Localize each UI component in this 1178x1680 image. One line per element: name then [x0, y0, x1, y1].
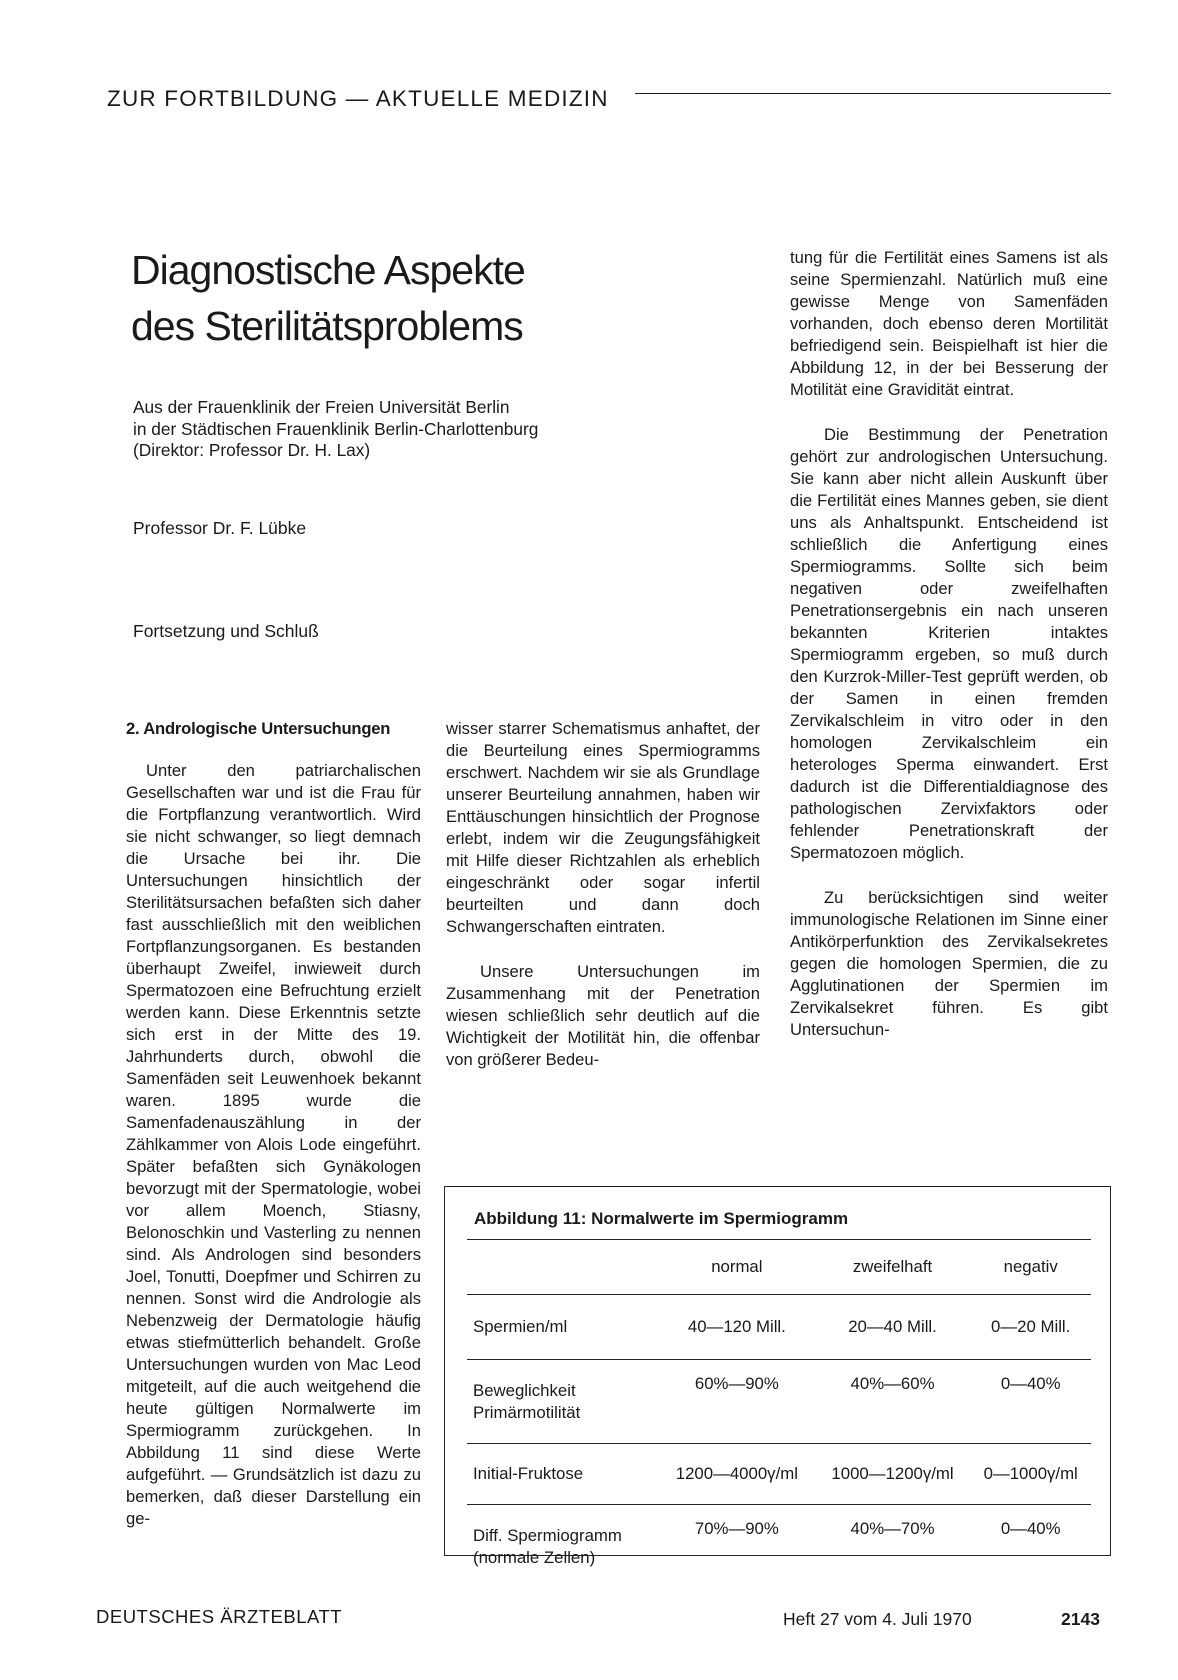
column-header-zweifelhaft: zweifelhaft [852, 1257, 933, 1276]
cell-negativ: 0—40% [1000, 1519, 1061, 1538]
cell-negativ: 0—20 Mill. [991, 1317, 1071, 1336]
author: Professor Dr. F. Lübke [133, 518, 307, 538]
row-label: Spermien/ml [473, 1317, 568, 1336]
issue-info: Heft 27 vom 4. Juli 1970 [783, 1609, 972, 1629]
journal-name: DEUTSCHES ÄRZTEBLATT [96, 1606, 343, 1627]
article-title [131, 242, 525, 354]
continuation-note: Fortsetzung und Schluß [133, 621, 319, 641]
cell-negativ: 0—1000γ/ml [983, 1464, 1078, 1483]
cell-zweifelhaft: 40%—60% [850, 1374, 935, 1393]
col1-paragraph-1: Unter den patriarchalischen Gesellschaften war und ist die Frau für die Fortpflanzung verantwortlich. Wird sie nicht schwanger, so liegt demnach die Ursache bei ihr. Die Untersuchungen hinsichtlich der Sterilitätsursachen befaßten sich daher fast ausschließlich mit den weiblichen Fortpflanzungsorganen. Es bestanden überhaupt Zweifel, inwieweit durch Spermatozoen eine Befruchtung erzielt werden kann. Diese Erkenntnis setzte sich erst in der Mitte des 19. Jahrhunderts durch, obwohl die Samenfäden seit Leuwenhoek bekannt waren. 1895 wurde die Samenfadenauszählung in der Zählkammer von Alois Lode eingeführt. Später befaßten sich Gynäkologen bevorzugt mit der Spermatologie, wobei vor allem Moench, Stiasny, Belonoschkin und Vasterling zu nennen sind. Als Andrologen sind besonders Joel, Tonutti, Doepfmer und Schirren zu nennen. Sonst wird die Andrologie als Nebenzweig der Dermatologie häufig etwas stiefmütterlich behandelt. Große Untersuchungen wurden von Mac Leod mitgeteilt, auf die auch weitgehend die heute gültigen Normalwerte im Spermiogramm zurückgehen. In Abbildung 11 sind diese Werte aufgeführt. — Grundsätzlich ist dazu zu bemerken, daß dieser Darstellung ein ge- [126, 761, 421, 1528]
figure-box [444, 1186, 1111, 1567]
cell-normal: 40—120 Mill. [687, 1317, 786, 1336]
col3-paragraph-3: Zu berücksichtigen sind weiter immunologische Relationen im Sinne einer Antikörperfunktion des Zervikalsekretes gegen die homologen Spermien, die zu Agglutinationen der Spermien im Zervikalsekret führen. Es gibt Untersuchun- [790, 888, 1108, 1039]
row-label: Beweglichkeit Primärmotilität [473, 1380, 581, 1422]
page-number: 2143 [1061, 1609, 1100, 1629]
cell-normal: 60%—90% [694, 1374, 779, 1393]
affiliation-line-1: Aus der Frauenklinik der Freien Universität Berlin [133, 397, 510, 417]
row-label: Initial-Fruktose [473, 1464, 584, 1483]
section-heading: 2. Andrologische Untersuchungen [126, 719, 391, 738]
affiliation-line-3: (Direktor: Professor Dr. H. Lax) [133, 440, 371, 460]
cell-zweifelhaft: 20—40 Mill. [848, 1317, 937, 1336]
column-3 [790, 247, 1108, 1041]
normal-values-table [467, 1239, 1091, 1588]
col3-paragraph-2: Die Bestimmung der Penetration gehört zur andrologischen Untersuchung. Sie kann aber nicht allein Auskunft über die Fertilität eines Mannes geben, sie dient uns als Anhaltspunkt. Entscheidend ist schließlich die Anfertigung eines Spermiogramms. Sollte sich beim negativen oder zweifelhaften Penetrationsergebnis ein nach unseren bekannten Kriterien intaktes Spermiogramm ergeben, so muß durch den Kurzrok-Miller-Test geprüft werden, ob der Samen in einen fremden Zervikalschleim in vitro oder in den homologen Zervikalschleim ein heterologes Sperma einwandert. Erst dadurch ist die Differentialdiagnose des pathologischen Zervixfaktors oder fehlender Penetrationskraft der Spermatozoen möglich. [790, 425, 1108, 862]
column-header-negativ: negativ [1003, 1257, 1058, 1276]
row-label: Diff. Spermiogramm (normale Zellen) [473, 1525, 622, 1567]
cell-zweifelhaft: 40%—70% [850, 1519, 935, 1538]
header-rule [635, 93, 1111, 94]
table-row [467, 1505, 1091, 1589]
cell-zweifelhaft: 1000—1200γ/ml [831, 1464, 954, 1483]
cell-negativ: 0—40% [1000, 1374, 1061, 1393]
cell-normal: 70%—90% [694, 1519, 779, 1538]
col2-paragraph-1: wisser starrer Schematismus anhaftet, der die Beurteilung eines Spermiogramms erschwert. Nachdem wir sie als Grundlage unserer Beurteilung annahmen, haben wir Enttäuschungen hinsichtlich der Prognose erlebt, indem wir die Zeugungsfähigkeit mit Hilfe dieser Richtzahlen als erheblich eingeschränkt oder sogar infertil beurteilten und dann doch Schwangerschaften eintraten. [446, 719, 760, 936]
table-row [467, 1444, 1091, 1505]
column-header-normal: normal [711, 1257, 763, 1276]
col2-paragraph-2: Unsere Untersuchungen im Zusammenhang mit der Penetration wiesen schließlich sehr deutlich auf die Wichtigkeit der Motilität hin, die offenbar von größerer Bedeu- [446, 962, 760, 1069]
table-row [467, 1295, 1091, 1360]
figure-title: Abbildung 11: Normalwerte im Spermiogramm [474, 1209, 849, 1228]
affiliation [133, 397, 538, 462]
table-row [467, 1360, 1091, 1444]
column-2 [446, 718, 760, 1071]
title-line-1: Diagnostische Aspekte [131, 247, 525, 293]
cell-normal: 1200—4000γ/ml [675, 1464, 798, 1483]
col3-paragraph-1: tung für die Fertilität eines Samens ist als seine Spermienzahl. Natürlich muß eine gewisse Menge von Samenfäden vorhanden, doch ebenso deren Mortilität befriedigend sein. Beispielhaft ist hier die Abbildung 12, in der bei Besserung der Motilität eine Gravidität eintrat. [790, 248, 1108, 399]
column-1 [126, 718, 421, 1530]
table-header-row [467, 1240, 1091, 1295]
affiliation-line-2: in der Städtischen Frauenklinik Berlin-Charlottenburg [133, 418, 539, 439]
title-line-2: des Sterilitätsproblems [131, 303, 523, 349]
section-header: ZUR FORTBILDUNG — AKTUELLE MEDIZIN [107, 86, 609, 111]
